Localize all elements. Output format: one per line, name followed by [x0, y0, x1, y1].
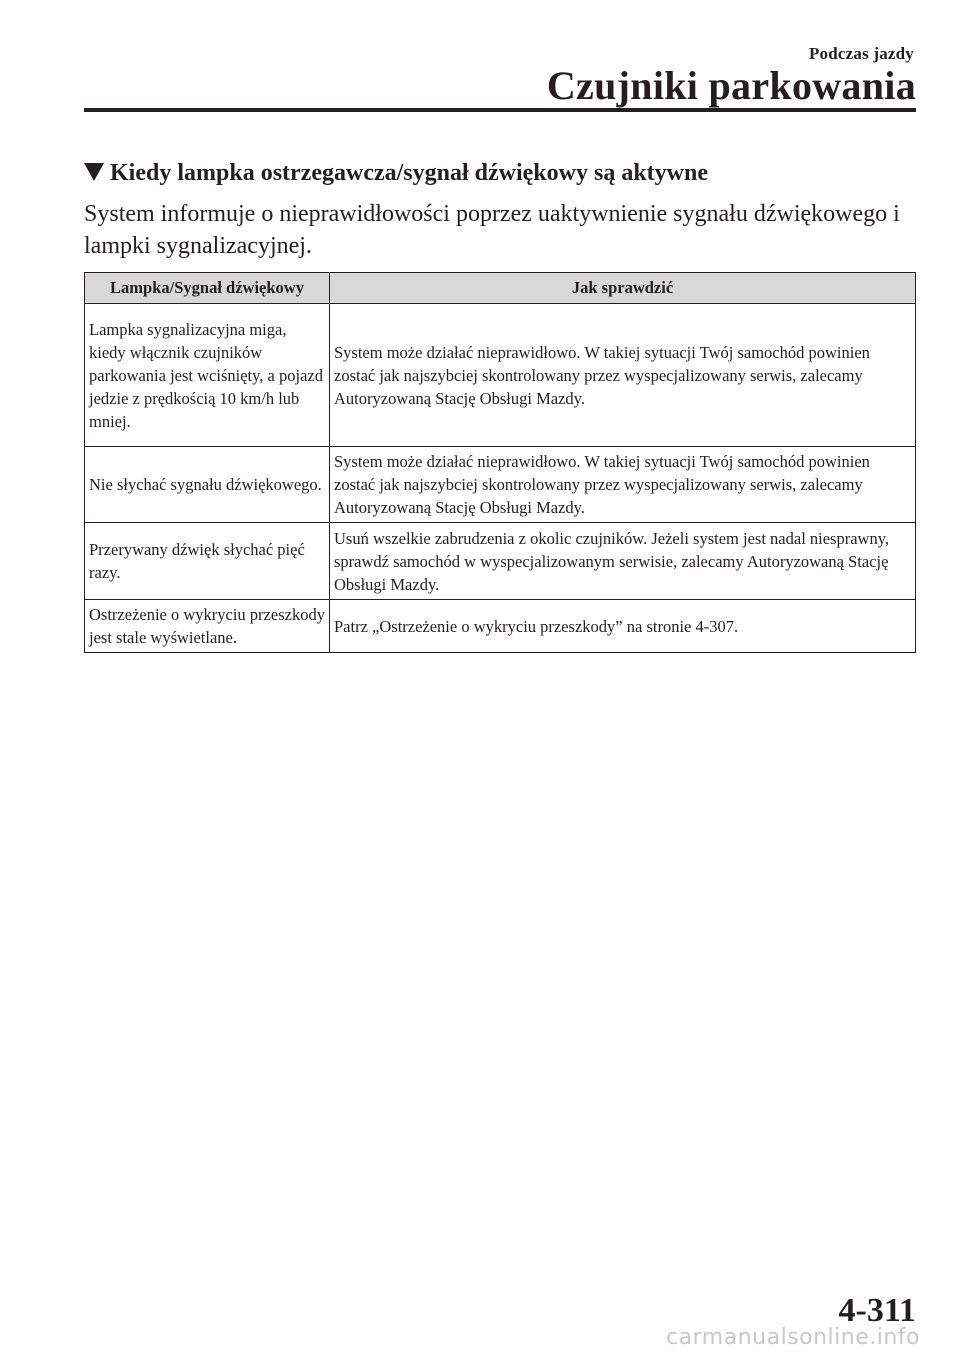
table-header-row	[85, 273, 916, 304]
action-cell: Usuń wszelkie zabrudzenia z okolic czujników. Jeżeli system jest nadal niesprawny, sprawdź samochód w wyspecjalizowanym serwisie, zalecamy Autoryzowaną Stację Obsługi Mazdy.	[330, 523, 916, 600]
section-heading-text: Kiedy lampka ostrzegawcza/sygnał dźwiękowy są aktywne	[110, 160, 708, 186]
table-row	[85, 304, 916, 447]
condition-cell: Ostrzeżenie o wykryciu przeszkody jest stale wyświetlane.	[85, 600, 330, 653]
triangle-bullet-icon	[84, 163, 104, 181]
table-row	[85, 600, 916, 653]
table-row	[85, 523, 916, 600]
section-heading	[84, 160, 708, 187]
page-number: 4-311	[838, 1292, 916, 1329]
page-title: Czujniki parkowania	[546, 63, 916, 108]
column-header: Jak sprawdzić	[330, 273, 916, 304]
action-cell: System może działać nieprawidłowo. W takiej sytuacji Twój samochód powinien zostać jak najszybciej skontrolowany przez wyspecjalizowany serwis, zalecamy Autoryzowaną Stację Obsługi Mazdy.	[330, 447, 916, 523]
action-cell: Patrz „Ostrzeżenie o wykryciu przeszkody” na stronie 4-307.	[330, 600, 916, 653]
action-cell: System może działać nieprawidłowo. W takiej sytuacji Twój samochód powinien zostać jak najszybciej skontrolowany przez wyspecjalizowany serwis, zalecamy Autoryzowaną Stację Obsługi Mazdy.	[330, 304, 916, 447]
watermark: carmanualsonline.info	[666, 1325, 920, 1350]
intro-paragraph: System informuje o nieprawidłowości poprzez uaktywnienie sygnału dźwiękowego i lampki sygnalizacyjnej.	[84, 201, 900, 259]
header-rule	[84, 108, 916, 112]
condition-cell: Nie słychać sygnału dźwiękowego.	[85, 447, 330, 523]
condition-cell: Przerywany dźwięk słychać pięć razy.	[85, 523, 330, 600]
table-row	[85, 447, 916, 523]
chapter-label: Podczas jazdy	[808, 44, 914, 63]
condition-cell: Lampka sygnalizacyjna miga, kiedy włącznik czujników parkowania jest wciśnięty, a pojazd jedzie z prędkością 10 km/h lub mniej.	[85, 304, 330, 447]
troubleshooting-table	[84, 272, 916, 653]
column-header: Lampka/Sygnał dźwiękowy	[85, 273, 330, 304]
